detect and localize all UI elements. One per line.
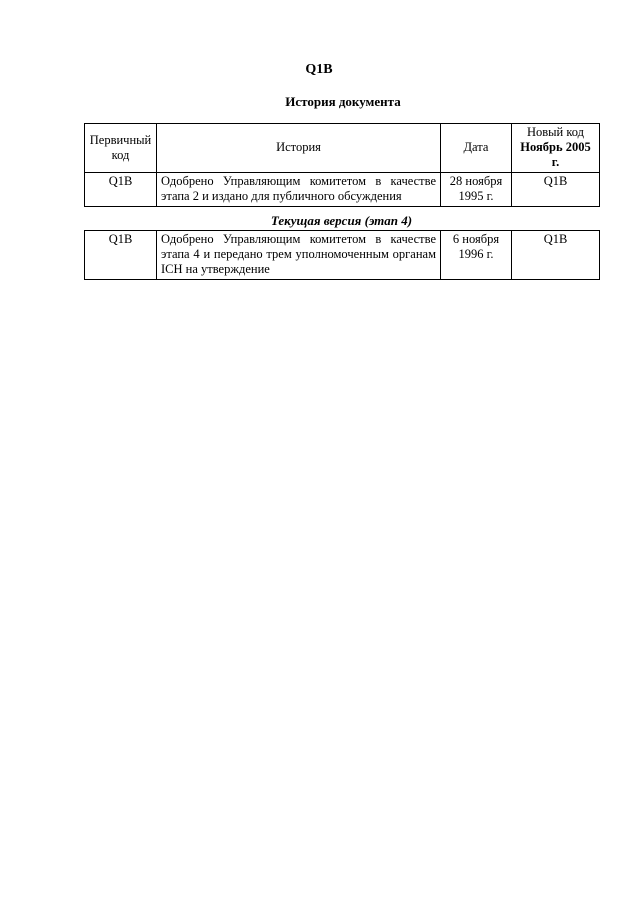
- header-new-code: [512, 124, 600, 173]
- current-version-table: [84, 230, 600, 280]
- current-date: 6 ноября 1996 г.: [441, 231, 512, 280]
- history-table-row: [85, 173, 600, 207]
- current-new-code: Q1B: [512, 231, 600, 280]
- row-new-code: Q1B: [512, 173, 600, 207]
- row-history: Одобрено Управляющим комитетом в качестве этапа 2 и издано для публичного обсуждения: [157, 173, 441, 207]
- header-history: История: [157, 124, 441, 173]
- history-table-header-row: [85, 124, 600, 173]
- history-heading: История документа: [285, 94, 401, 109]
- header-date: Дата: [441, 124, 512, 173]
- header-new-code-label: Новый код: [526, 125, 585, 139]
- current-primary-code: Q1B: [85, 231, 157, 280]
- header-primary-code: Первичный код: [85, 124, 157, 173]
- row-date: 28 ноября 1995 г.: [441, 173, 512, 207]
- current-version-heading: Текущая версия (этап 4): [270, 213, 413, 228]
- header-new-code-date: Ноябрь 2005 г.: [520, 140, 591, 169]
- row-primary-code: Q1B: [85, 173, 157, 207]
- document-code-title: Q1B: [305, 62, 333, 77]
- current-history: Одобрено Управляющим комитетом в качестве этапа 4 и передано трем уполномоченным органам ICH на утверждение: [157, 231, 441, 280]
- history-table: [84, 123, 600, 207]
- current-table-row: [85, 231, 600, 280]
